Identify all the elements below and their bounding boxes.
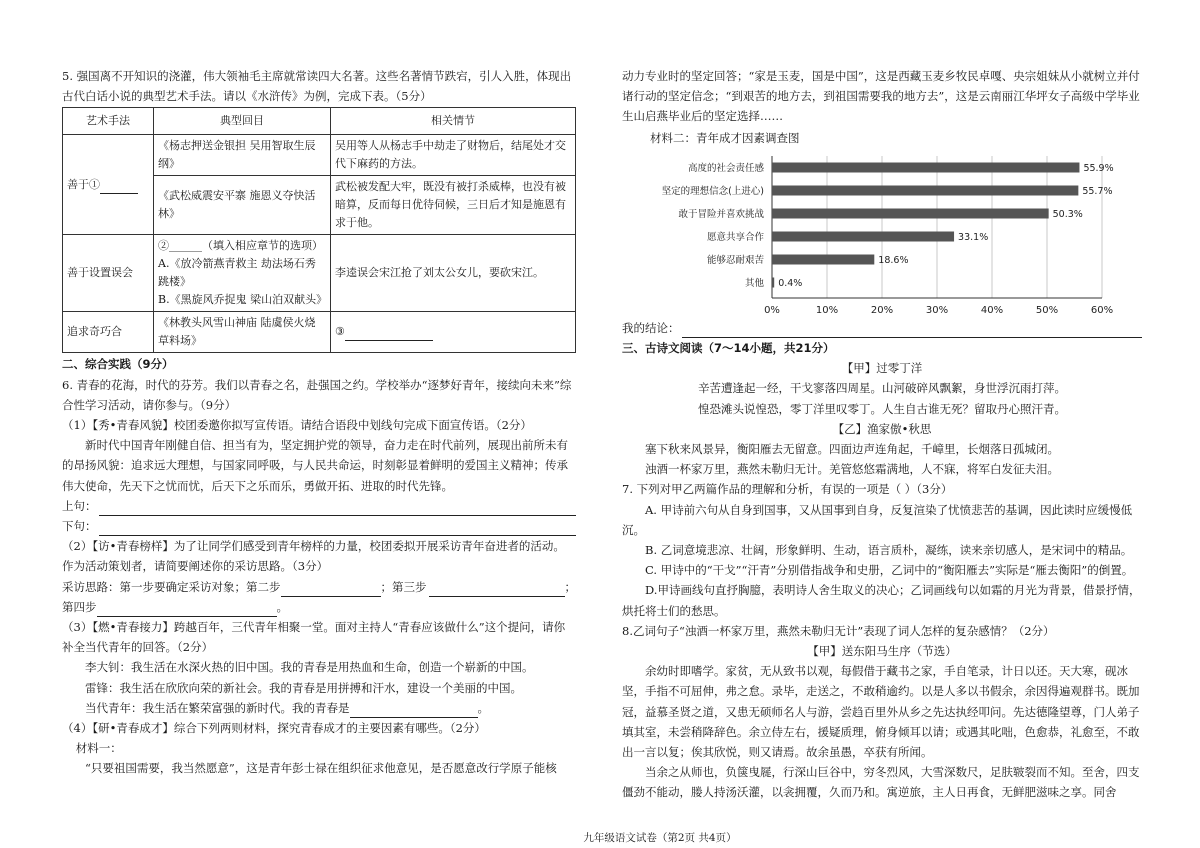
table-header-episode: 典型回目	[154, 108, 331, 135]
page-footer: 九年级语文试卷（第2页 共4页）	[583, 832, 737, 844]
poem-jia-title: 【甲】过零丁洋	[841, 361, 923, 376]
q6-part2-title: （2）【访•青春榜样】为了让同学们感受到青年榜样的力量，校团委拟开展采访青年奋进者的活动。作为活动策划者，请简要阐述你的采访思路。（3分）	[62, 539, 565, 574]
prose-jia-title: 【甲】送东阳马生序（节选）	[807, 644, 957, 659]
episode-options-cell[interactable]: ②______（填入相应章节的选项） A.《放冷箭燕青救主 劫法场石秀跳楼》 B.《黑旋风乔捉鬼 梁山泊双献头》	[154, 235, 331, 312]
right-column	[622, 66, 1142, 803]
chart-bar	[772, 208, 1049, 218]
chart-bar	[772, 254, 874, 264]
poem-jia-line-1: 辛苦遭逢起一经，干戈寥落四周星。山河破碎风飘絮，身世浮沉雨打萍。	[698, 381, 1066, 396]
left-column	[62, 66, 576, 779]
poem-yi-title: 【乙】渔家傲•秋思	[832, 421, 932, 436]
chart-tick-label: 40%	[980, 304, 1004, 316]
chart-tick-label: 60%	[1090, 304, 1114, 316]
chart-category-label: 其他	[744, 277, 764, 289]
q6-part4-title: （4）【研•青春成才】综合下列两则材料，探究青春成才的主要因素有哪些。（2分）	[62, 721, 486, 736]
table-header-plot: 相关情节	[331, 108, 576, 135]
chart-value-label: 18.6%	[878, 254, 909, 266]
table-header-method: 艺术手法	[63, 108, 154, 135]
chart-bar	[772, 185, 1078, 195]
chart-category-label: 高度的社会责任感	[687, 162, 764, 174]
lower-line-answer[interactable]: 下句：	[62, 516, 576, 536]
q6-part3-title: （3）【燃•青春接力】跨越百年，三代青年相聚一堂。面对主持人“青春应该做什么”这个提问，请你补全当代青年的回答。（2分）	[62, 620, 566, 655]
method-coincidence-cell: 追求奇巧合	[63, 312, 154, 353]
plot-cell: 吴用等人从杨志手中劫走了财物后，结尾处才交代下麻药的方法。	[331, 135, 576, 176]
chart-value-label: 33.1%	[958, 231, 989, 243]
chart-bar	[772, 162, 1079, 172]
q6-part1-passage: 新时代中国青年刚健自信、担当有为，坚定拥护党的领导，奋力走在时代前列，展现出前所未有的昂扬风貌：追求远大理想，与国家同呼吸，与人民共命运，时刻彰显着鲜明的爱国主义精神；传承伟大使命，先天下之忧而忧，后天下之乐而乐，勇做开拓、进取的时代先锋。	[62, 438, 568, 493]
chart-title: 材料二：青年成才因素调查图	[650, 130, 800, 145]
section-3-title: 三、古诗文阅读（7～14小题，共21分）	[622, 341, 835, 356]
chart-category-label: 坚定的理想信念(上进心)	[661, 185, 764, 197]
plot-cell: 武松被发配大牢，既没有被打杀威棒，也没有被暗算，反而每日优待伺候，三日后才知是施恩有求于他。	[331, 176, 576, 235]
dialogue-contemporary-youth[interactable]: 当代青年：我生活在繁荣富强的新时代。我的青春是 。	[62, 698, 576, 718]
chart-category-label: 能够忍耐艰苦	[706, 254, 764, 266]
prose-paragraph-2: 当余之从师也，负箧曳屣，行深山巨谷中，穷冬烈风，大雪深数尺，足肤皲裂而不知。至舍，四支僵劲不能动，媵人持汤沃灌，以衾拥覆，久而乃和。寓逆旅，主人日再食，无鲜肥滋味之享。同舍	[622, 765, 1140, 800]
poem-yi-line-1: 塞下秋来风景异，衡阳雁去无留意。四面边声连角起，千嶂里，长烟落日孤城闭。	[645, 442, 1059, 457]
art-technique-table	[62, 107, 576, 353]
chart-tick-label: 10%	[815, 304, 839, 316]
q7-option-b[interactable]: B. 乙词意境悲凉、壮阔，形象鲜明、生动，语言质朴，凝练，读来亲切感人，是宋词中的精品。	[645, 543, 1133, 558]
chart-category-label: 愿意共享合作	[706, 231, 764, 243]
episode-cell: 《杨志押送金银担 吴用智取生辰纲》	[154, 135, 331, 176]
q8-stem: 8.乙词句子“浊酒一杯家万里，燕然未勒归无计”表现了词人怎样的复杂感情？（2分）	[622, 623, 1055, 638]
q5-stem: 5. 强国离不开知识的浇灌，伟大领袖毛主席就常读四大名著。这些名著情节跌宕，引人入胜，体现出古代白话小说的典型艺术手法。请以《水浒传》为例，完成下表。（5分）	[62, 69, 572, 104]
chart-tick-label: 0%	[764, 304, 780, 316]
section-2-title: 二、综合实践（9分）	[62, 357, 174, 372]
chart-bar	[772, 231, 954, 241]
prose-paragraph-1: 余幼时即嗜学。家贫，无从致书以观，每假借于藏书之家，手自笔录，计日以还。天大寒，砚冰坚，手指不可屈伸，弗之怠。录毕，走送之，不敢稍逾约。以是人多以书假余，余因得遍观群书。既加冠，益慕圣贤之道，又患无硕师名人与游，尝趋百里外从乡之先达执经叩问。先达德隆望尊，门人弟子填其室，未尝稍降辞色。余立侍左右，援疑质理，俯身倾耳以请；或遇其叱咄，色愈恭，礼愈至，不敢出一言以复；俟其欣悦，则又请焉。故余虽愚，卒获有所闻。	[622, 664, 1140, 760]
chart-value-label: 50.3%	[1052, 208, 1083, 220]
dialogue-lei-feng: 雷锋：我生活在欣欣向荣的新社会。我的青春是用拼搏和汗水，建设一个美丽的中国。	[85, 680, 522, 695]
conclusion-answer[interactable]: 我的结论：	[622, 318, 1142, 338]
material-1-continued: 动力专业时的坚定回答；“家是玉麦，国是中国”，这是西藏玉麦乡牧民卓嘎、央宗姐妹从小就树立并付诸行动的坚定信念；“到艰苦的地方去，到祖国需要我的地方去”，这是云南丽江华坪女子高级中学毕业生山启燕毕业后的坚定选择……	[622, 69, 1140, 124]
q7-option-c[interactable]: C. 甲诗中的“干戈”“汗青”分别借指战争和史册，乙词中的“衡阳雁去”实际是“雁去衡阳”的倒置。	[645, 563, 1134, 578]
upper-line-answer[interactable]: 上句：	[62, 496, 576, 516]
plot-blank-cell[interactable]: ③	[331, 312, 576, 353]
chart-tick-label: 30%	[925, 304, 949, 316]
material-1-label: 材料一：	[75, 741, 122, 756]
chart-category-label: 敢于冒险并喜欢挑战	[678, 208, 764, 220]
method-misunderstanding-cell: 善于设置误会	[63, 235, 154, 312]
chart-value-label: 55.9%	[1083, 162, 1114, 174]
chart-bar	[772, 277, 774, 287]
chart-tick-label: 50%	[1035, 304, 1059, 316]
q6-stem: 6. 青春的花海，时代的芬芳。我们以青春之名，赴强国之约。学校举办“逐梦好青年，接续向未来”综合性学习活动，请你参与。（9分）	[62, 377, 572, 412]
q7-option-a[interactable]: A. 甲诗前六句从自身到国事，又从国事到自身，反复渲染了忧愤悲苦的基调，因此读时应缓慢低沉。	[622, 502, 1133, 537]
q7-option-d[interactable]: D.甲诗画线句直抒胸臆，表明诗人舍生取义的决心；乙词画线句以如霜的月光为背景，借景抒情，烘托将士们的愁思。	[622, 583, 1141, 618]
episode-cell: 《武松威震安平寨 施恩义夺快活林》	[154, 176, 331, 235]
poem-yi-line-2: 浊酒一杯家万里，燕然未勒归无计。羌管悠悠霜满地，人不寐，将军白发征夫泪。	[645, 462, 1059, 477]
chart-tick-label: 20%	[870, 304, 894, 316]
chart-value-label: 55.7%	[1082, 185, 1113, 197]
material-1-text: “只要祖国需要，我当然愿意”，这是青年彭士禄在组织征求他意见，是否愿意改行学原子能核	[85, 761, 557, 776]
interview-step4-answer[interactable]: 第四步 。	[62, 597, 576, 617]
q7-stem: 7. 下列对甲乙两篇作品的理解和分析，有误的一项是（ ）（3分）	[622, 482, 953, 497]
dialogue-li-dazhao: 李大钊：我生活在水深火热的旧中国。我的青春是用热血和生命，创造一个崭新的中国。	[85, 660, 534, 675]
youth-success-factors-chart	[622, 150, 1142, 318]
episode-cell: 《林教头风雪山神庙 陆虞侯火烧草料场》	[154, 312, 331, 353]
poem-jia-line-2: 惶恐滩头说惶恐，零丁洋里叹零丁。人生自古谁无死？留取丹心照汗青。	[698, 401, 1066, 416]
chart-value-label: 0.4%	[778, 277, 803, 289]
q6-part1-title: （1）【秀•青春风貌】校团委邀你拟写宣传语。请结合语段中划线句完成下面宣传语。（2分）	[62, 418, 532, 433]
plot-cell: 李逵误会宋江抢了刘太公女儿，要砍宋江。	[331, 235, 576, 312]
interview-steps-answer[interactable]: 采访思路：第一步要确定采访对象；第二步 ；第三步 ；	[62, 577, 576, 597]
method-suspense-cell[interactable]: 善于①	[63, 135, 154, 235]
